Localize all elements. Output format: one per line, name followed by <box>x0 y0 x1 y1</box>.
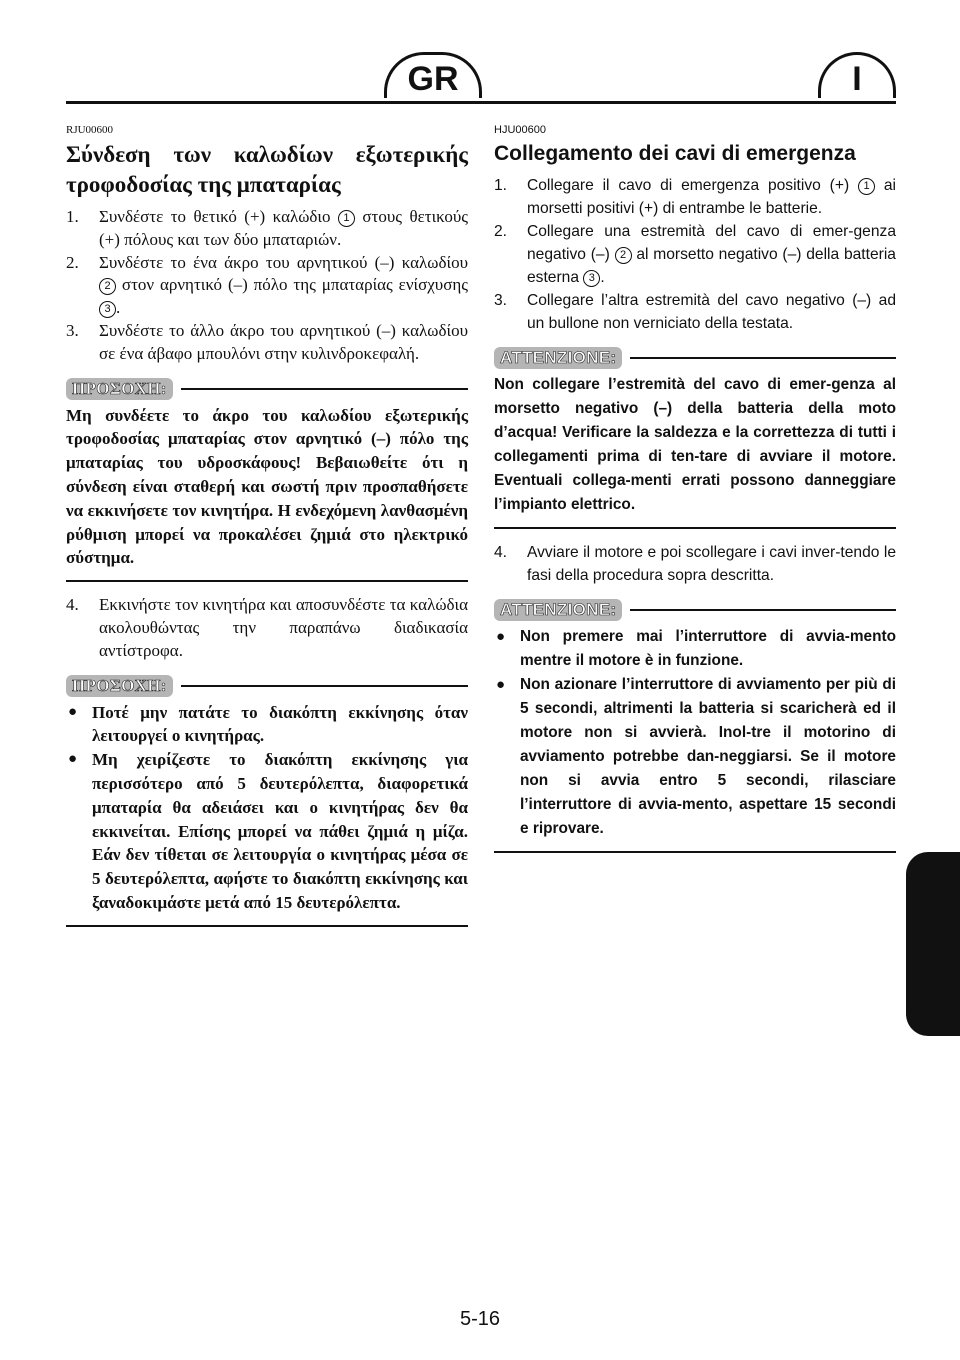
caution-label: ATTENZIONE: <box>494 599 622 621</box>
caution-header <box>494 347 896 369</box>
caution-bullets <box>66 701 468 927</box>
header-rule <box>66 101 896 104</box>
caution-header <box>494 599 896 621</box>
bullet-icon: ● <box>496 628 506 645</box>
caution-label: ΠΡΟΣΟΧΗ: <box>66 378 173 400</box>
step-3: 3. Collegare l’altra estremità del cavo negativo (–) ad un bullone non verniciato della testata. <box>494 292 896 332</box>
callout-1: 1 <box>338 210 355 227</box>
step-4: 4. Εκκινήστε τον κινητήρα και αποσυνδέστε τα καλώδια ακολουθώντας την παραπάνω διαδικασία αντίστροφα. <box>66 595 468 660</box>
italian-column <box>494 124 896 865</box>
section-code: HJU00600 <box>494 124 546 136</box>
caution-label: ATTENZIONE: <box>494 347 622 369</box>
callout-2: 2 <box>99 278 116 295</box>
caution-header <box>66 675 468 697</box>
caution-label: ΠΡΟΣΟΧΗ: <box>66 675 173 697</box>
callout-3: 3 <box>99 301 116 318</box>
caution-bullets <box>494 625 896 853</box>
language-tab-italian: I <box>818 52 896 98</box>
section-title: Σύνδεση των καλωδίων εξωτερικής τροφοδοσίας της μπαταρίας <box>66 142 468 197</box>
bullet-icon: ● <box>68 703 78 720</box>
callout-3: 3 <box>583 270 600 287</box>
section-code: RJU00600 <box>66 124 114 136</box>
section-title: Collegamento dei cavi di emergenza <box>494 142 856 165</box>
caution-bullet: ● Μη χειρίζεστε το διακόπτη εκκίνησης για περισσότερο από 5 δευτερόλεπτα, διαφορετικά μπαταρία θα αδειάσει και ο κινητήρας δεν θα εκκινείται. Επίσης μπορεί να πάθει ζημιά η μίζα. Εάν δεν τίθεται σε λειτουργία ο κινητήρας μέσα σε 5 δευτερόλεπτα, αφήστε το διακόπτη εκκίνησης και ξαναδοκιμάστε μετά από 15 δευτερόλεπτα. <box>68 750 468 912</box>
step-2: 2. Collegare una estremità del cavo di emer-genza negativo (–) 2 al morsetto negativo (–) della batteria esterna 3 . <box>494 223 896 286</box>
callout-1: 1 <box>858 178 875 195</box>
step-1: 1. Collegare il cavo di emergenza positivo (+) 1 ai morsetti positivi (+) di entrambe le batterie. <box>494 177 896 217</box>
page-number: 5-16 <box>459 1308 501 1330</box>
bullet-icon: ● <box>496 676 506 693</box>
step-4: 4. Avviare il motore e poi scollegare i cavi inver-tendo le fasi della procedura sopra descritta. <box>494 544 896 584</box>
step-3: 3. Συνδέστε το άλλο άκρο του αρνητικού (–) καλωδίου σε ένα άβαφο μπουλόνι στην κυλινδροκεφαλή. <box>66 320 468 363</box>
step-1: 1. Συνδέστε το θετικό (+) καλώδιο 1 στους θετικούς (+) πόλους και των δύο μπαταριών. <box>66 207 468 249</box>
greek-column <box>66 124 468 939</box>
step-2: 2. Συνδέστε το ένα άκρο του αρνητικού (–) καλωδίου 2 στον αρνητικό (–) πόλο της μπαταρίας ενίσχυσης 3 . <box>66 252 468 318</box>
language-tab-greek: GR <box>384 52 482 98</box>
caution-header <box>66 378 468 400</box>
caution-bullet: ● Ποτέ μην πατάτε το διακόπτη εκκίνησης όταν λειτουργεί ο κινητήρας. <box>68 702 468 746</box>
caution-bullet: ● Non premere mai l’interruttore di avvia-mento mentre il motore è in funzione. <box>494 625 896 673</box>
bullet-icon: ● <box>68 751 78 768</box>
chapter-side-tab <box>906 852 960 1036</box>
caution-text: Non collegare l’estremità del cavo di emer-genza al morsetto negativo (–) della batteria della moto d’acqua! Verificare la saldezza e la correttezza di tutti i collegamenti prima di ten-tare di avviare il motore. Eventuali collega-menti errati possono danneggiare l’impianto elettrico. <box>494 373 896 529</box>
caution-bullet: ● Non azionare l’interruttore di avviamento per più di 5 secondi, altrimenti la batteria si scaricherà ed il motore non si avvierà. Inol-tre il motorino di avviamento potrebbe dan-neggiarsi. Se il motore non si avvia entro 5 secondi, rilasciare l’interruttore di avvia-mento, aspettare 15 secondi e riprovare. <box>494 673 896 841</box>
caution-text: Μη συνδέετε το άκρο του καλωδίου εξωτερικής τροφοδοσίας μπαταρίας στον αρνητικό (–) πόλο της μπαταρίας του υδροσκάφους! Βεβαιωθείτε ότι η σύνδεση είναι σταθερή και σωστή πριν προσπαθήσετε να εκκινήσετε τον κινητήρα. Η ενδεχόμενη λανθασμένη ρύθμιση μπορεί να προκαλέσει ζημιά στο ηλεκτρικό σύστημα. <box>66 404 468 583</box>
callout-2: 2 <box>615 247 632 264</box>
